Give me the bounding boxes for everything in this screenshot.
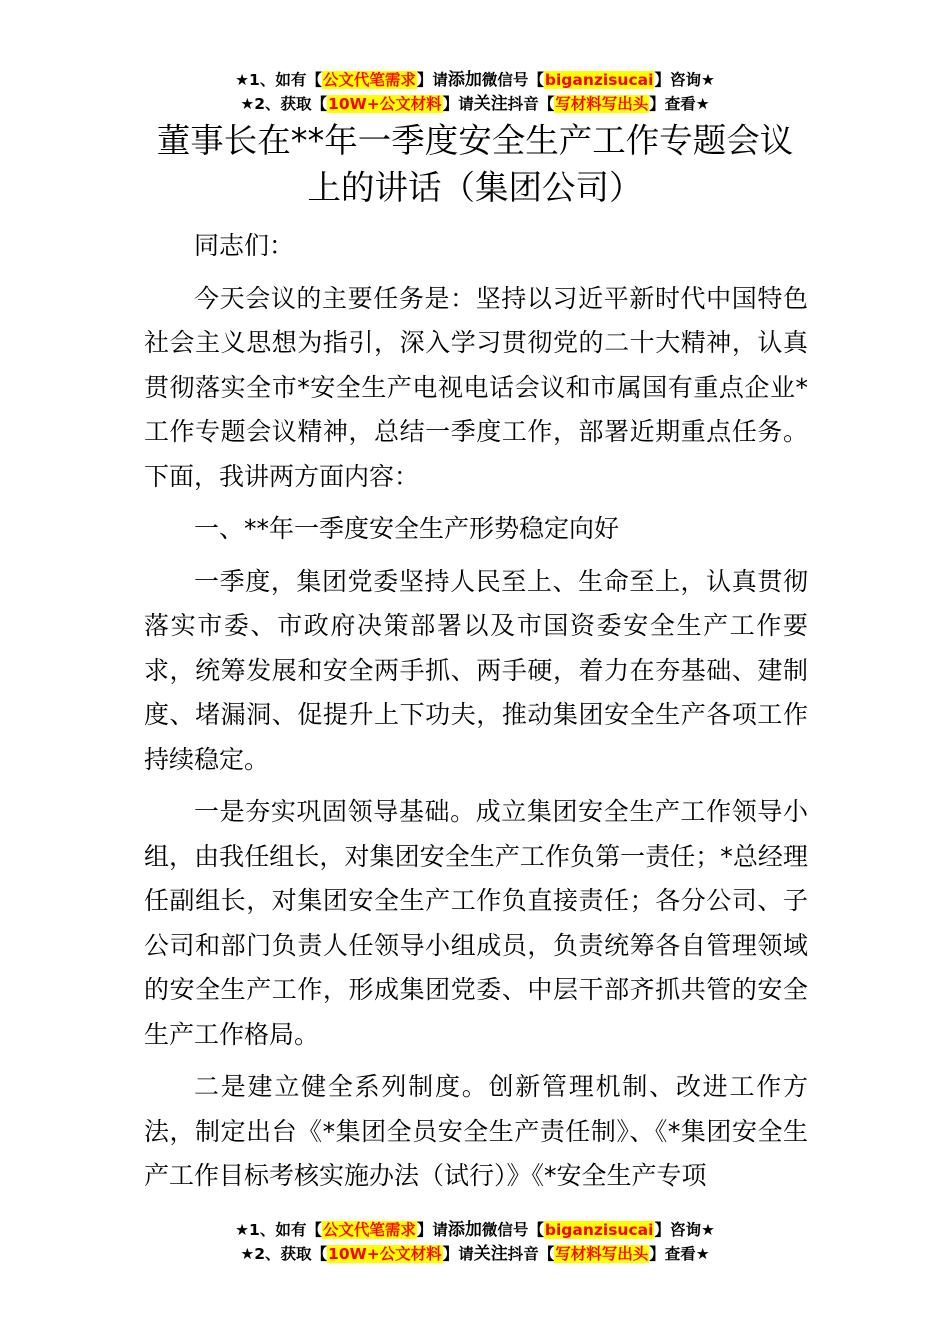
banner-highlight: 公文代笔需求 [322, 1221, 416, 1239]
title-line: 上的讲话（集团公司） [307, 168, 643, 207]
banner-highlight: 10W+公文材料 [328, 95, 442, 113]
banner-text: 微信号【 [481, 71, 544, 89]
banner-text: 2、获取【 [254, 95, 328, 113]
paragraph: 一季度，集团党委坚持人民至上、生命至上，认真贯彻落实市委、市政府决策部署以及市国资委安全生产工作要求，统筹发展和安全两手抓、两手硬，着力在夯基础、建制度、堵漏洞、促提升上下功夫，推动集团安全生产各项工作持续稳定。 [144, 566, 808, 774]
banner-text: 】请 [442, 95, 474, 113]
star-icon: ★ [695, 1245, 710, 1263]
banner-text: 2、获取【 [254, 1245, 328, 1263]
banner-highlight: biganzisucai [544, 71, 654, 89]
paragraph: 一是夯实巩固领导基础。成立集团安全生产工作领导小组，由我任组长，对集团安全生产工作负第一责任；*总经理任副组长，对集团安全生产工作负直接责任；各分公司、子公司和部门负责人任领导小组成员，负责统筹各自管理领域的安全生产工作，形成集团党委、中层干部齐抓共管的安全生产工作格局。 [144, 797, 808, 1049]
banner-highlight: biganzisucai [544, 1221, 654, 1239]
banner-emphasis: 添加 [447, 1220, 482, 1240]
banner-emphasis: 添加 [447, 70, 482, 90]
banner-text: 】咨询 [654, 1221, 701, 1239]
star-icon: ★ [235, 1221, 250, 1239]
banner-text: 抖音【 [507, 95, 555, 113]
banner-text: 】咨询 [654, 71, 701, 89]
banner-text: 微信号【 [481, 1221, 544, 1239]
banner-line-1 [0, 68, 950, 92]
section-heading: 一、**年一季度安全生产形势稳定向好 [194, 514, 620, 543]
star-icon: ★ [235, 71, 250, 89]
banner-line-1 [0, 1218, 950, 1242]
star-icon: ★ [240, 95, 255, 113]
banner-highlight: 写材料写出头 [555, 1245, 649, 1263]
banner-text: 抖音【 [507, 1245, 555, 1263]
star-icon: ★ [695, 95, 710, 113]
document-body [144, 224, 808, 1207]
banner-emphasis: 关注 [473, 94, 508, 114]
star-icon: ★ [700, 71, 715, 89]
banner-highlight: 公文代笔需求 [322, 71, 416, 89]
title-line: 董事长在**年一季度安全生产工作专题会议 [156, 121, 794, 160]
paragraph: 今天会议的主要任务是：坚持以习近平新时代中国特色社会主义思想为指引，深入学习贯彻党的二十大精神，认真贯彻落实全市*安全生产电视电话会议和市属国有重点企业*工作专题会议精神，总结一季度工作，部署近期重点任务。下面，我讲两方面内容： [144, 283, 808, 491]
footer-banner [0, 1218, 950, 1266]
header-banner [0, 68, 950, 116]
salutation: 同志们： [194, 231, 295, 260]
banner-text: 】请 [416, 1221, 448, 1239]
banner-text: 1、如有【 [249, 1221, 322, 1239]
banner-text: 】查看 [649, 95, 696, 113]
banner-text: 】请 [442, 1245, 474, 1263]
star-icon: ★ [700, 1221, 715, 1239]
banner-line-2 [0, 1242, 950, 1266]
document-title [100, 117, 850, 211]
banner-highlight: 10W+公文材料 [328, 1245, 442, 1263]
banner-text: 1、如有【 [249, 71, 322, 89]
banner-emphasis: 关注 [473, 1244, 508, 1264]
star-icon: ★ [240, 1245, 255, 1263]
banner-highlight: 写材料写出头 [555, 95, 649, 113]
banner-text: 】请 [416, 71, 448, 89]
banner-text: 】查看 [649, 1245, 696, 1263]
banner-line-2 [0, 92, 950, 116]
paragraph: 二是建立健全系列制度。创新管理机制、改进工作方法，制定出台《*集团全员安全生产责任制》、《*集团安全生产工作目标考核实施办法（试行）》《*安全生产专项 [144, 1072, 808, 1190]
